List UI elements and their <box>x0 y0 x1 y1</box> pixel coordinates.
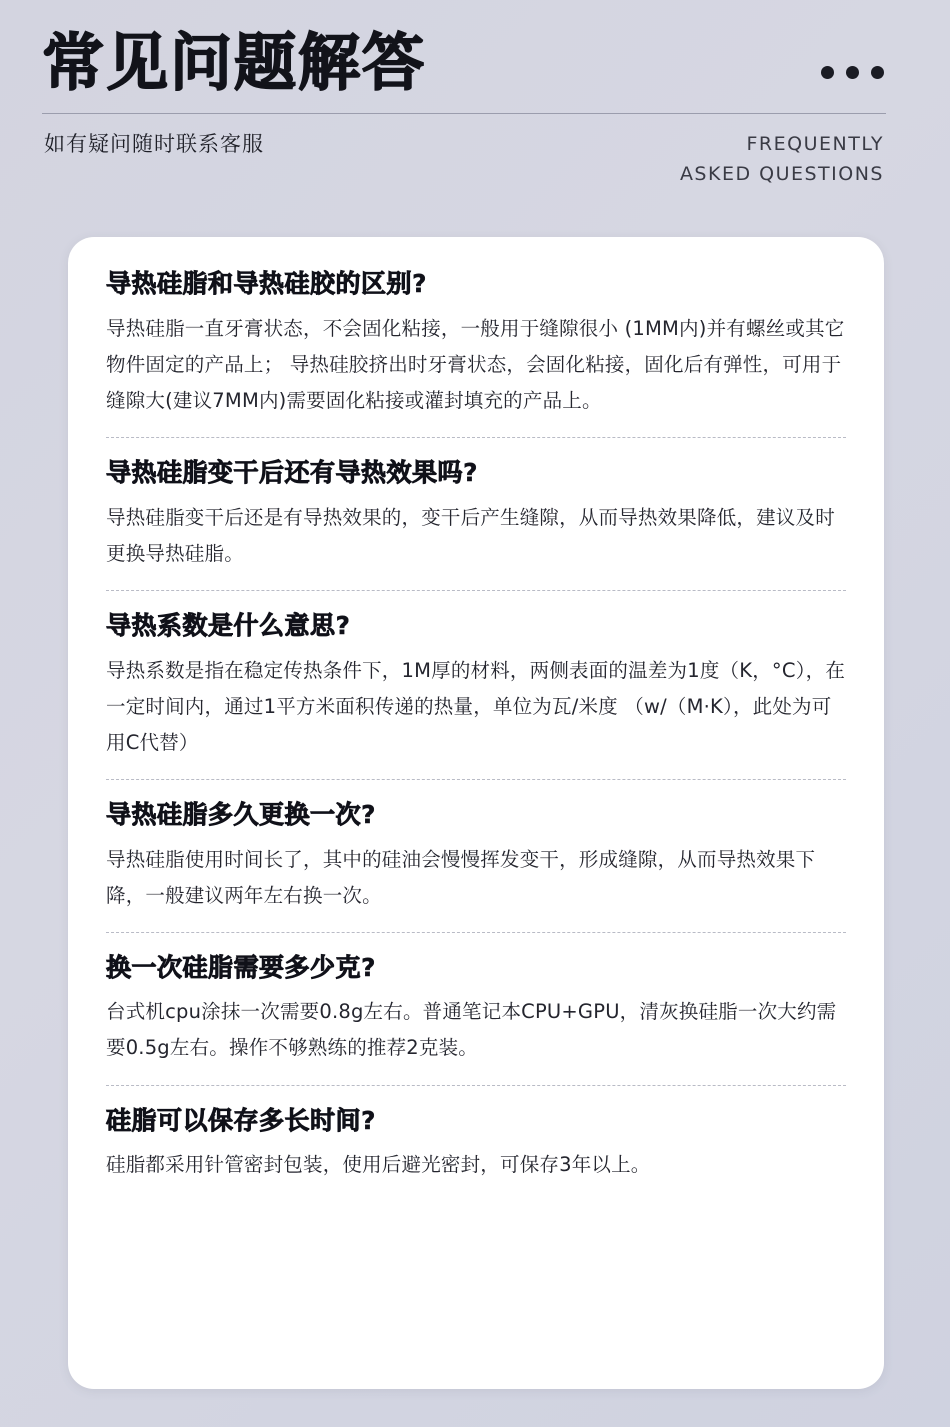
faq-answer: 导热硅脂变干后还是有导热效果的，变干后产生缝隙，从而导热效果降低，建议及时更换导热硅脂。 <box>106 505 835 565</box>
faq-separator <box>106 932 846 933</box>
faq-question <box>106 456 846 490</box>
faq-question <box>106 1104 846 1138</box>
english-title <box>680 130 884 189</box>
faq-question-text: 导热硅脂变干后还有导热效果吗 <box>106 457 464 487</box>
faq-separator <box>106 1085 846 1086</box>
page-header <box>0 0 950 189</box>
faq-item <box>106 1104 846 1184</box>
more-dots-icon <box>821 24 890 79</box>
faq-answer: 台式机cpu涂抹一次需要0.8g左右。普通笔记本CPU+GPU，清灰换硅脂一次大约需要0.5g左右。操作不够熟练的推荐2克装。 <box>106 1000 837 1060</box>
header-bottom-row <box>38 114 890 189</box>
english-title-line2: ASKED QUESTIONS <box>679 162 884 185</box>
faq-card <box>68 237 884 1389</box>
faq-separator <box>106 590 846 591</box>
faq-question-text: 换一次硅脂需要多少克 <box>106 952 362 982</box>
faq-item <box>106 267 846 419</box>
faq-item <box>106 951 846 1067</box>
faq-question-text: 硅脂可以保存多长时间 <box>106 1105 362 1135</box>
faq-answer: 导热硅脂使用时间长了，其中的硅油会慢慢挥发变干，形成缝隙，从而导热效果下降，一般建议两年左右换一次。 <box>106 847 816 907</box>
faq-question-mark: ? <box>335 610 351 640</box>
faq-question-mark: ? <box>361 799 377 829</box>
dot-2 <box>846 66 859 79</box>
page-title: 常见问题解答 <box>42 26 427 99</box>
faq-answer: 导热硅脂一直牙膏状态，不会固化粘接，一般用于缝隙很小 (1MM内)并有螺丝或其它物件固定的产品上； 导热硅胶挤出时牙膏状态，会固化粘接，固化后有弹性，可用于缝隙大(建议7MM内)需要固化粘接或灌封填充的产品上。 <box>106 316 845 412</box>
faq-item <box>106 798 846 914</box>
faq-question-text: 导热硅脂多久更换一次 <box>106 799 362 829</box>
faq-question-text: 导热硅脂和导热硅胶的区别 <box>106 269 413 298</box>
faq-question-mark: ? <box>361 952 377 982</box>
faq-answer: 硅脂都采用针管密封包装，使用后避光密封，可保存3年以上。 <box>106 1153 651 1177</box>
faq-question-text: 导热系数是什么意思 <box>106 610 336 640</box>
faq-question <box>106 609 846 643</box>
header-top-row <box>38 24 890 97</box>
faq-question-mark: ? <box>361 1105 377 1135</box>
page-subtitle: 如有疑问随时联系客服 <box>44 132 264 157</box>
faq-separator <box>106 779 846 780</box>
faq-answer: 导热系数是指在稳定传热条件下，1M厚的材料，两侧表面的温差为1度（K，°C），在一定时间内，通过1平方米面积传递的热量，单位为瓦/米度 （w/（M·K），此处为可用C代替） <box>106 658 846 754</box>
faq-question <box>106 951 846 985</box>
faq-question <box>106 267 846 301</box>
english-title-line1: FREQUENTLY <box>746 133 884 156</box>
faq-question <box>106 798 846 832</box>
faq-separator <box>106 437 846 438</box>
faq-item <box>106 609 846 761</box>
faq-question-mark: ? <box>463 457 479 487</box>
dot-3 <box>871 66 884 79</box>
dot-1 <box>821 66 834 79</box>
faq-item <box>106 456 846 572</box>
faq-question-mark: ? <box>412 269 428 298</box>
